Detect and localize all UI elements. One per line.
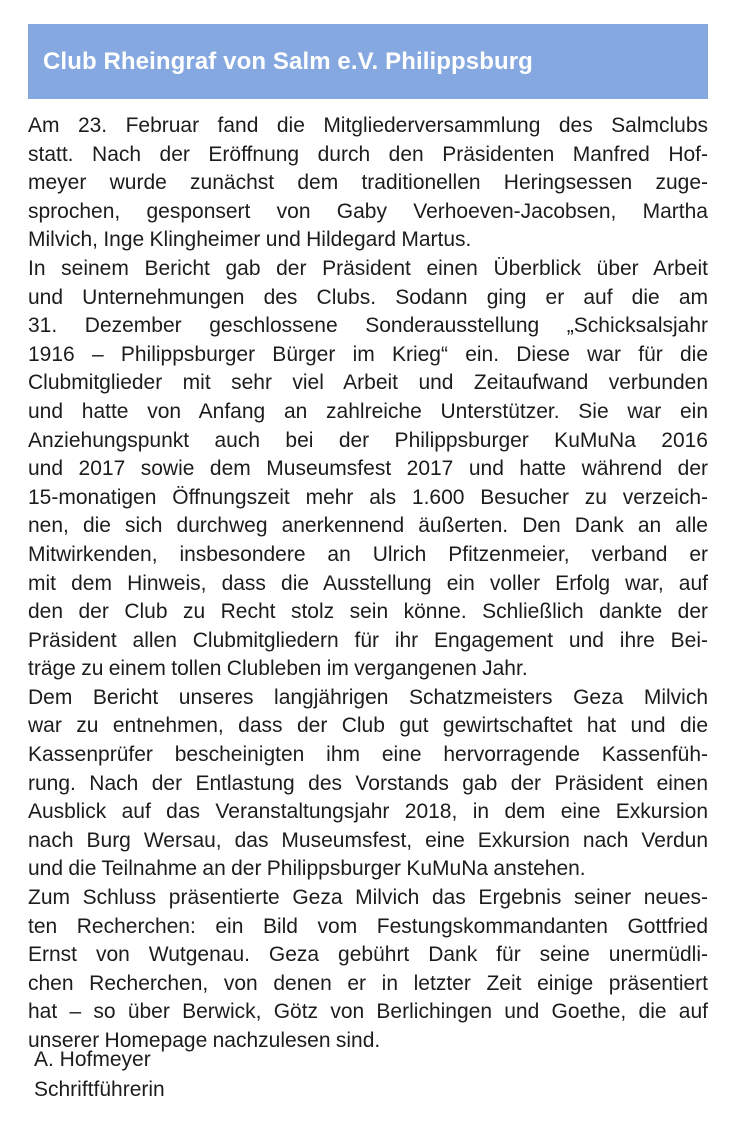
text-line: mit dem Hinweis, dass die Ausstellung ein voller Erfolg war, auf: [28, 571, 708, 595]
text-line: chen Recherchen, von denen er in letzter Zeit einige präsentiert: [28, 971, 708, 995]
text-line: träge zu einem tollen Clubleben im vergangenen Jahr.: [28, 657, 528, 681]
text-line: In seinem Bericht gab der Präsident einen Überblick über Arbeit: [28, 256, 708, 280]
text-line: und Unternehmungen des Clubs. Sodann ging er auf die am: [28, 285, 708, 309]
text-line: ten Recherchen: ein Bild vom Festungskommandanten Gottfried: [28, 914, 708, 938]
text-line: Mitwirkenden, insbesondere an Ulrich Pfitzenmeier, verband er: [28, 542, 708, 566]
author-name: A. Hofmeyer: [34, 1048, 151, 1071]
article-body: [28, 112, 708, 1056]
author-role: Schriftführerin: [34, 1078, 165, 1101]
text-line: und 2017 sowie dem Museumsfest 2017 und hatte während der: [28, 457, 708, 481]
text-line: unserer Homepage nachzulesen sind.: [28, 1029, 381, 1052]
text-line: sprochen, gesponsert von Gaby Verhoeven-Jacobsen, Martha: [28, 199, 708, 223]
text-line: Präsident allen Clubmitgliedern für ihr Engagement und ihre Bei-: [28, 628, 708, 652]
text-line: Kassenprüfer bescheinigten ihm eine hervorragende Kassenfüh-: [28, 743, 708, 767]
text-line: nach Burg Wersau, das Museumsfest, eine Exkursion nach Verdun: [28, 828, 708, 852]
text-line: Dem Bericht unseres langjährigen Schatzmeisters Geza Milvich: [28, 685, 708, 709]
article-paragraph: [28, 684, 708, 884]
text-line: 31. Dezember geschlossene Sonderausstellung „Schicksalsjahr: [28, 314, 708, 338]
text-line: hat – so über Berwick, Götz von Berlichingen und Goethe, die auf: [28, 1000, 708, 1024]
text-line: Anziehungspunkt auch bei der Philippsburger KuMuNa 2016: [28, 428, 708, 452]
text-line: Clubmitglieder mit sehr viel Arbeit und Zeitaufwand verbunden: [28, 371, 708, 395]
text-line: den der Club zu Recht stolz sein könne. Schließlich dankte der: [28, 600, 708, 624]
text-line: Zum Schluss präsentierte Geza Milvich das Ergebnis seiner neues-: [28, 886, 708, 910]
text-line: Ausblick auf das Veranstaltungsjahr 2018, in dem eine Exkursion: [28, 800, 708, 824]
text-line: meyer wurde zunächst dem traditionellen Heringsessen zuge-: [28, 171, 708, 195]
text-line: und die Teilnahme an der Philippsburger KuMuNa anstehen.: [28, 857, 586, 881]
signature-block: [34, 1045, 334, 1105]
header-banner: [28, 24, 708, 99]
article-paragraph: [28, 884, 708, 1056]
text-line: statt. Nach der Eröffnung durch den Präsidenten Manfred Hof-: [28, 142, 708, 166]
article-paragraph: [28, 255, 708, 684]
text-line: und hatte von Anfang an zahlreiche Unterstützer. Sie war ein: [28, 399, 708, 423]
text-line: war zu entnehmen, dass der Club gut gewirtschaftet hat und die: [28, 714, 708, 738]
text-line: Am 23. Februar fand die Mitgliederversammlung des Salmclubs: [28, 114, 708, 137]
text-line: 15-monatigen Öffnungszeit mehr als 1.600 Besucher zu verzeich-: [28, 485, 708, 509]
article-paragraph: [28, 112, 708, 255]
text-line: rung. Nach der Entlastung des Vorstands gab der Präsident einen: [28, 771, 708, 795]
club-title: Club Rheingraf von Salm e.V. Philippsburg: [43, 47, 533, 75]
text-line: Milvich, Inge Klingheimer und Hildegard Martus.: [28, 228, 472, 252]
text-line: Ernst von Wutgenau. Geza gebührt Dank für seine unermüdli-: [28, 943, 708, 967]
text-line: nen, die sich durchweg anerkennend äußerten. Den Dank an alle: [28, 514, 708, 538]
text-line: 1916 – Philippsburger Bürger im Krieg“ ein. Diese war für die: [28, 342, 708, 366]
